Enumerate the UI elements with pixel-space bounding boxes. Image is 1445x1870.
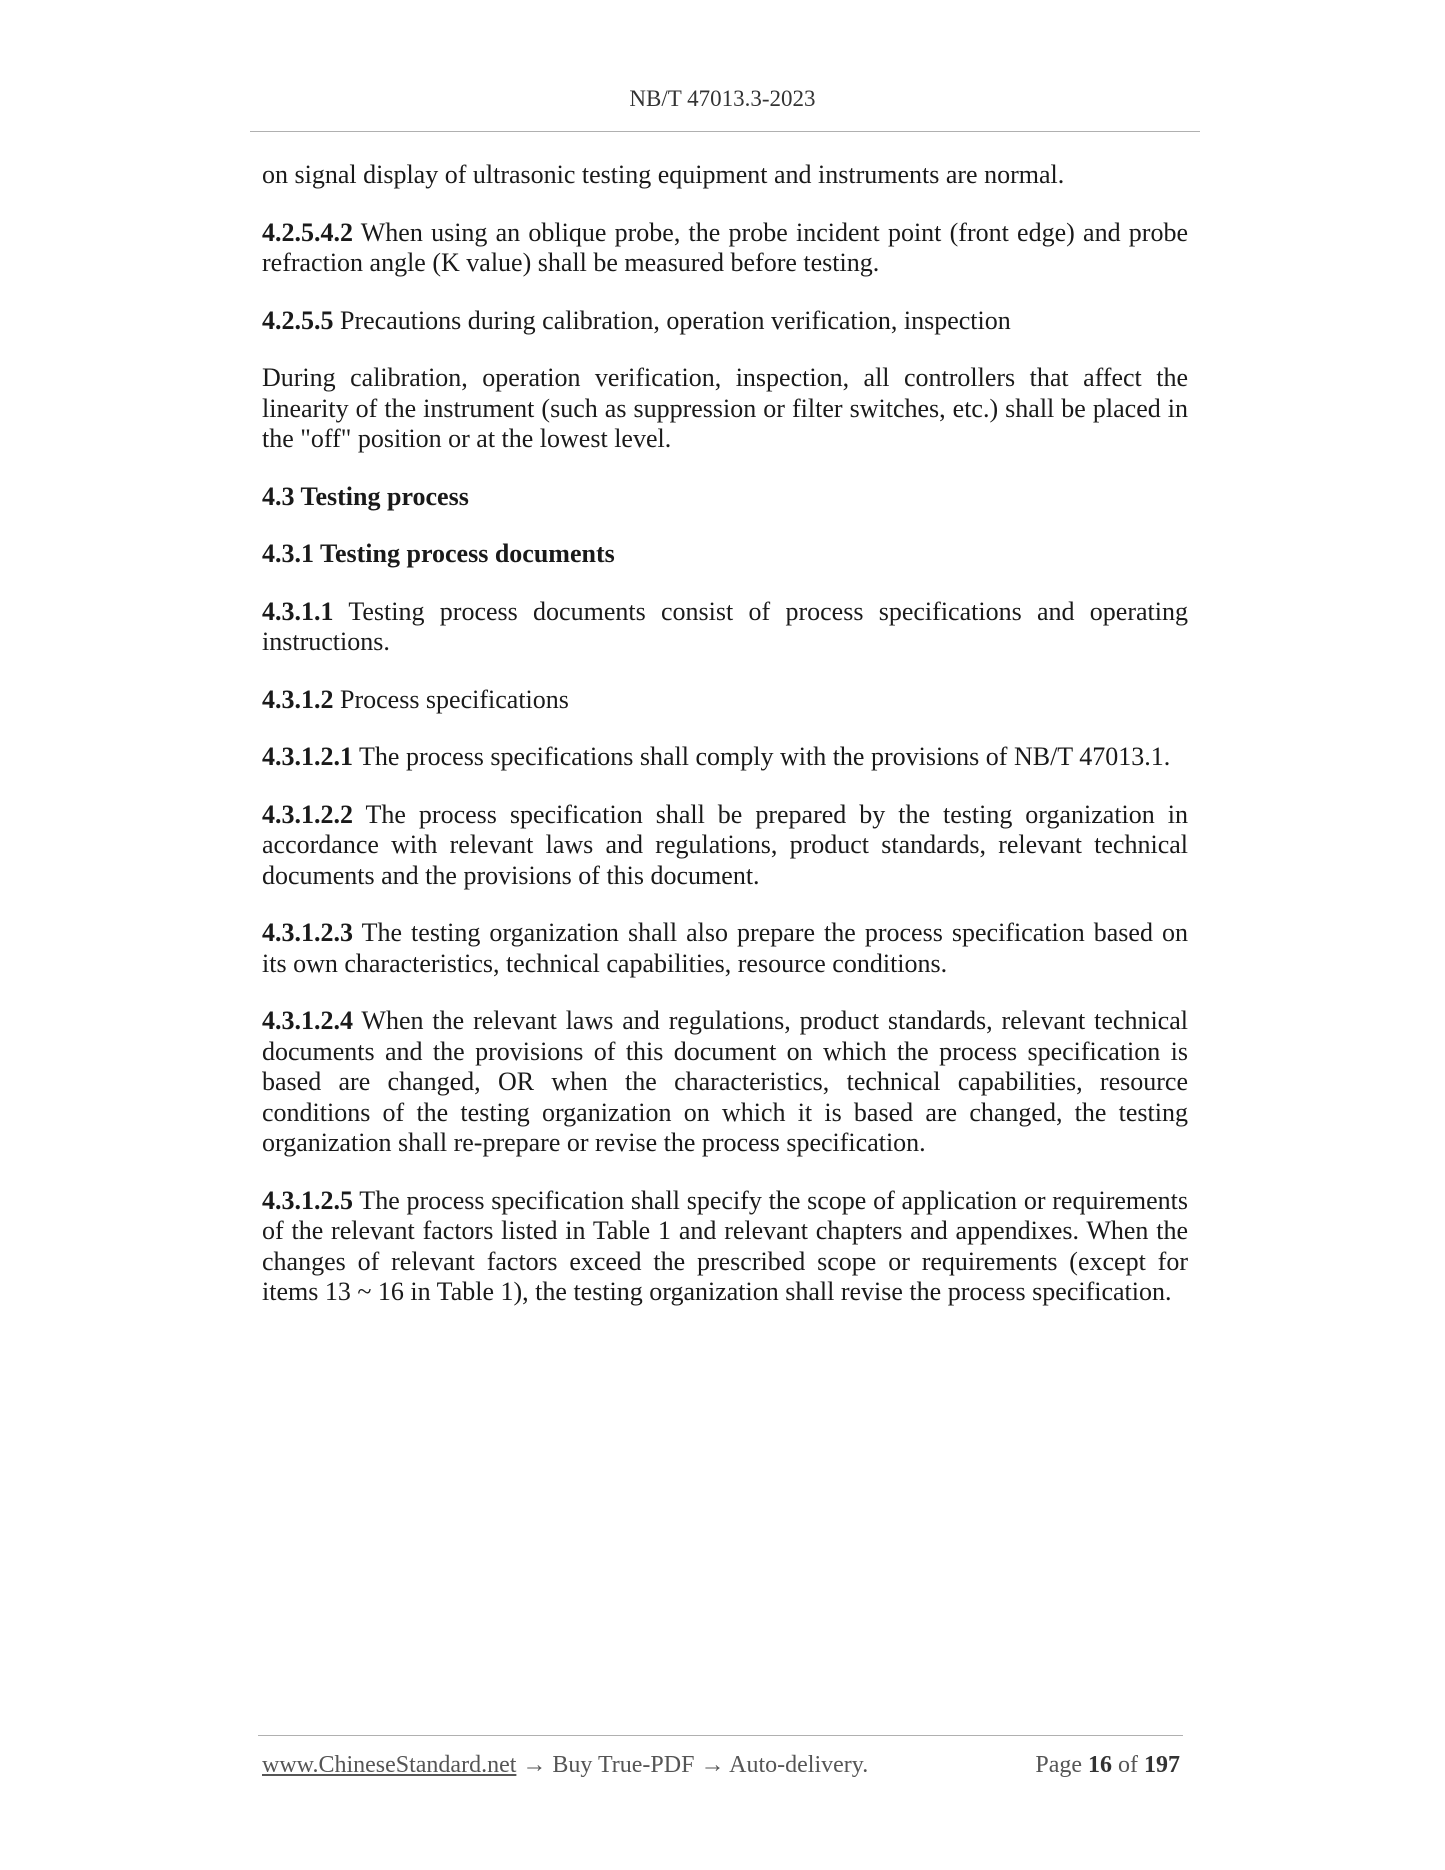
buy-text: Buy True-PDF: [552, 1752, 695, 1778]
page-label: Page: [1035, 1752, 1088, 1778]
clause-4-3-1-2-2: [262, 800, 1188, 892]
page-number: [1035, 1752, 1180, 1779]
clause-number: 4.3.1.2.4: [262, 1006, 353, 1035]
clause-text: The testing organization shall also prepare the process specification based on its own characteristics, technical capabilities, resource conditions.: [262, 918, 1188, 978]
clause-text: The process specifications shall comply with the provisions of NB/T 47013.1.: [353, 742, 1171, 771]
section-heading-4-3: [262, 482, 1188, 513]
footer-promo: [262, 1752, 868, 1779]
paragraph-continuation: [262, 160, 1188, 191]
document-code: NB/T 47013.3-2023: [629, 86, 816, 111]
document-body: [262, 160, 1188, 1335]
heading-text: 4.3 Testing process: [262, 481, 469, 511]
clause-text: When the relevant laws and regulations, product standards, relevant technical documents and the provisions of this document on which the process specification is based are changed, OR when the characteristics, technical capabilities, resource conditions of the testing organization on which it is based are changed, the testing organization shall re-prepare or revise the process specification.: [262, 1006, 1188, 1157]
right-arrow-icon: →: [522, 1752, 547, 1778]
clause-text: When using an oblique probe, the probe incident point (front edge) and probe refraction angle (K value) shall be measured before testing.: [262, 217, 1188, 277]
clause-number: 4.2.5.4.2: [262, 217, 353, 247]
heading-text: 4.3.1 Testing process documents: [262, 539, 615, 568]
clause-text: Process specifications: [333, 684, 569, 714]
page-total: 197: [1144, 1752, 1180, 1778]
clause-text: Precautions during calibration, operation verification, inspection: [333, 305, 1011, 335]
right-arrow-icon: →: [700, 1752, 725, 1778]
clause-4-3-1-2-3: [262, 918, 1188, 979]
clause-4-3-1-2-5: [262, 1186, 1188, 1308]
paragraph-calibration-precautions: [262, 363, 1188, 455]
section-heading-4-3-1: [262, 539, 1188, 570]
clause-4-3-1-2: [262, 685, 1188, 716]
clause-number: 4.3.1.1: [262, 596, 334, 626]
page-current: 16: [1088, 1752, 1112, 1778]
clause-4-3-1-1: [262, 597, 1188, 658]
clause-text: Testing process documents consist of process specifications and operating instructions.: [262, 596, 1188, 656]
header-divider: [250, 131, 1200, 132]
paragraph-text: During calibration, operation verification, inspection, all controllers that affect the linearity of the instrument (such as suppression or filter switches, etc.) shall be placed in the "off" position or at the lowest level.: [262, 363, 1188, 453]
paragraph-text: on signal display of ultrasonic testing equipment and instruments are normal.: [262, 160, 1065, 189]
clause-number: 4.3.1.2.5: [262, 1185, 353, 1215]
clause-number: 4.3.1.2.2: [262, 799, 353, 829]
clause-4-2-5-5: [262, 306, 1188, 337]
clause-number: 4.3.1.2: [262, 684, 334, 714]
clause-number: 4.3.1.2.1: [262, 742, 353, 771]
delivery-text: Auto-delivery.: [729, 1752, 869, 1778]
clause-number: 4.2.5.5: [262, 305, 334, 335]
footer-divider: [258, 1735, 1183, 1736]
clause-number: 4.3.1.2.3: [262, 918, 353, 947]
website-link[interactable]: www.ChineseStandard.net: [262, 1752, 517, 1778]
clause-4-3-1-2-4: [262, 1006, 1188, 1159]
clause-4-2-5-4-2: [262, 218, 1188, 279]
clause-text: The process specification shall be prepared by the testing organization in accordance with relevant laws and regulations, product standards, relevant technical documents and the provisions of this document.: [262, 799, 1188, 890]
clause-4-3-1-2-1: [262, 742, 1188, 773]
page-of: of: [1112, 1752, 1144, 1778]
clause-text: The process specification shall specify the scope of application or requirements of the relevant factors listed in Table 1 and relevant chapters and appendixes. When the changes of relevant factors exceed the prescribed scope or requirements (except for items 13 ~ 16 in Table 1), the testing organization shall revise the process specification.: [262, 1185, 1188, 1306]
